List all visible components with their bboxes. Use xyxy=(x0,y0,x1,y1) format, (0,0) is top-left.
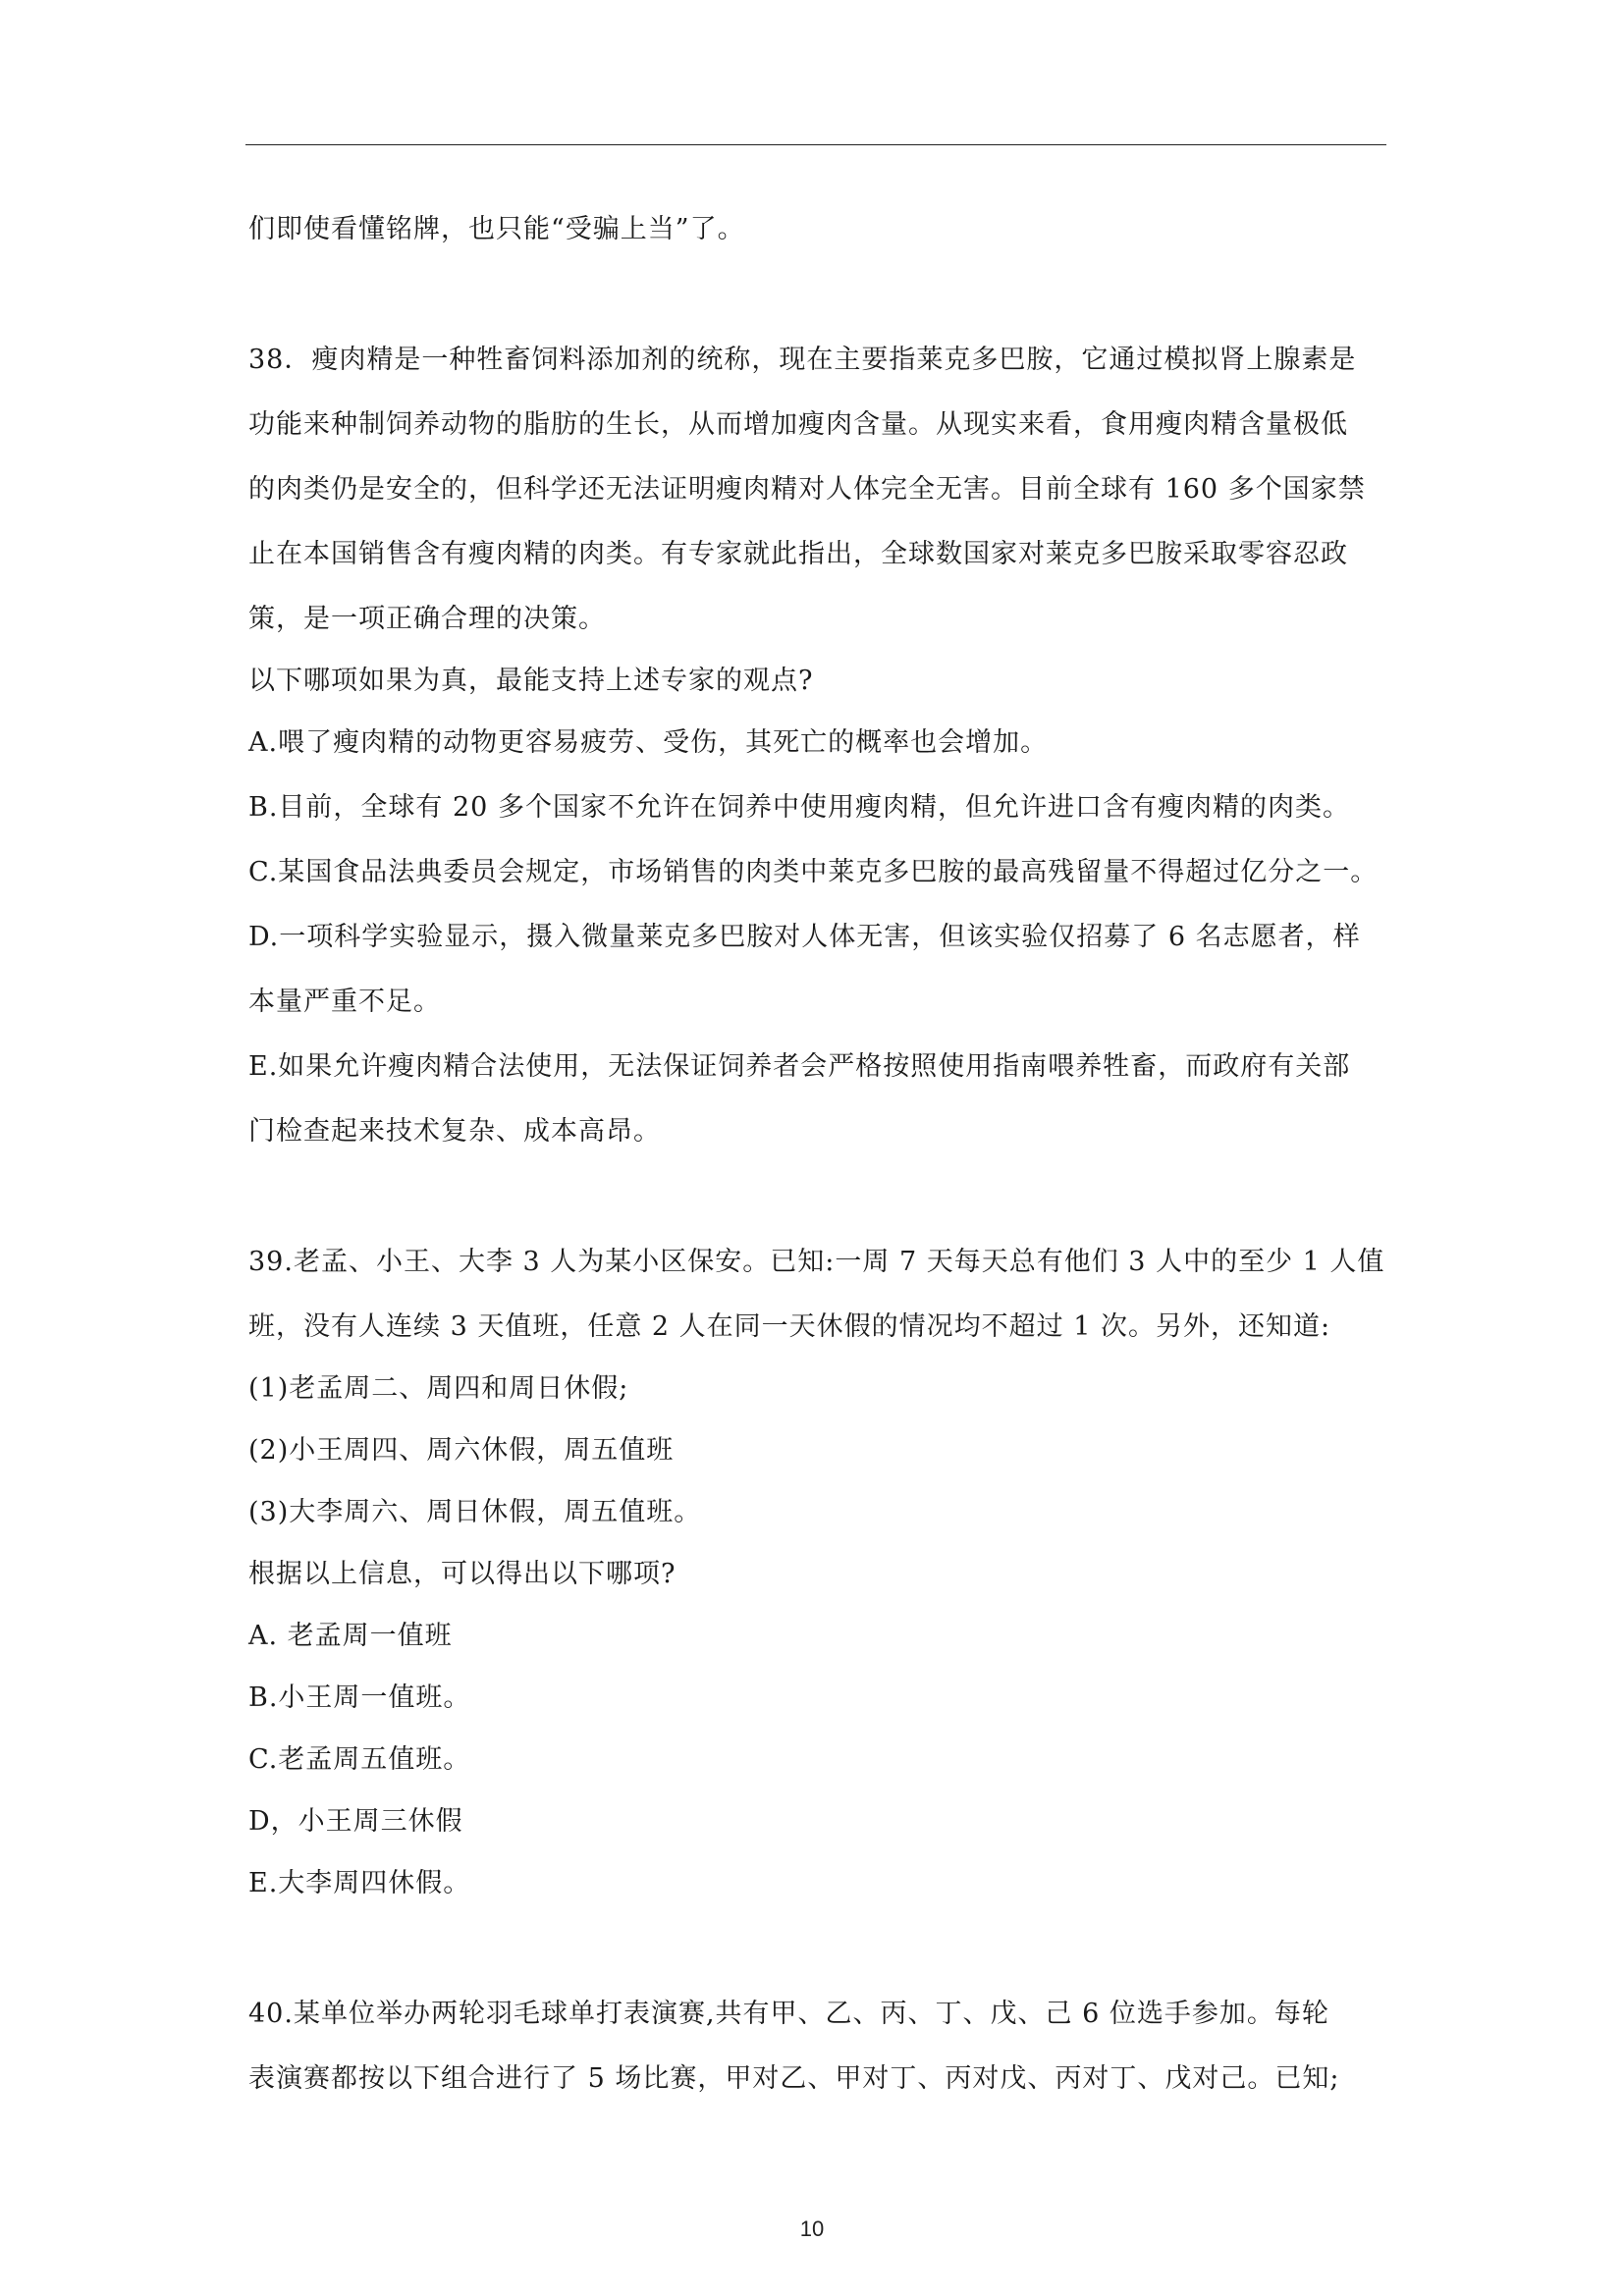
q39-stem-line: 班，没有人连续 3 天值班，任意 2 人在同一天休假的情况均不超过 1 次。另外，还知道: xyxy=(248,1311,1331,1342)
q38-question: 以下哪项如果为真，最能支持上述专家的观点? xyxy=(248,666,814,696)
q39-condition-3: (3)大李周六、周日休假，周五值班。 xyxy=(248,1497,702,1527)
q38-option-b: B.目前，全球有 20 多个国家不允许在饲养中使用瘦肉精，但允许进口含有瘦肉精的肉类。 xyxy=(248,792,1350,823)
q38-option-a: A.喂了瘦肉精的动物更容易疲劳、受伤，其死亡的概率也会增加。 xyxy=(248,727,1049,758)
continuation-text: 们即使看懂铭牌，也只能“受骗上当”了。 xyxy=(248,214,745,244)
q38-option-e-cont: 门检查起来技术复杂、成本高昂。 xyxy=(248,1116,661,1147)
q38-stem-line: 策，是一项正确合理的决策。 xyxy=(248,604,606,634)
page-number: 10 xyxy=(799,2216,825,2241)
q39-condition-1: (1)老孟周二、周四和周日休假; xyxy=(248,1373,629,1404)
q38-stem-line: 的肉类仍是安全的，但科学还无法证明瘦肉精对人体完全无害。目前全球有 160 多个国家禁 xyxy=(248,474,1366,505)
q38-option-e: E.如果允许瘦肉精合法使用，无法保证饲养者会严格按照使用指南喂养牲畜，而政府有关部 xyxy=(248,1051,1351,1082)
q39-option-d: D，小王周三休假 xyxy=(248,1806,463,1837)
q39-option-e: E.大李周四休假。 xyxy=(248,1868,471,1898)
q39-option-c: C.老孟周五值班。 xyxy=(248,1744,471,1775)
q39-question: 根据以上信息，可以得出以下哪项? xyxy=(248,1559,677,1589)
q38-option-d-cont: 本量严重不足。 xyxy=(248,987,441,1017)
q38-stem-line: 38．瘦肉精是一种牲畜饲料添加剂的统称，现在主要指莱克多巴胺，它通过模拟肾上腺素是 xyxy=(248,345,1357,375)
q38-option-c: C.某国食品法典委员会规定，市场销售的肉类中莱克多巴胺的最高残留量不得超过亿分之一。 xyxy=(248,857,1379,887)
q38-stem-line: 功能来种制饲养动物的脂肪的生长，从而增加瘦肉含量。从现实来看，食用瘦肉精含量极低 xyxy=(248,409,1348,440)
q38-option-d: D.一项科学实验显示，摄入微量莱克多巴胺对人体无害，但该实验仅招募了 6 名志愿者，样 xyxy=(248,922,1361,952)
q39-condition-2: (2)小王周四、周六休假，周五值班 xyxy=(248,1435,675,1466)
header-rule xyxy=(245,144,1386,145)
q40-stem-line: 40.某单位举办两轮羽毛球单打表演赛,共有甲、乙、丙、丁、戊、己 6 位选手参加。每轮 xyxy=(248,1999,1329,2029)
q39-stem-line: 39.老孟、小王、大李 3 人为某小区保安。已知:一周 7 天每天总有他们 3 人中的至少 1 人值 xyxy=(248,1247,1385,1277)
q38-stem-line: 止在本国销售含有瘦肉精的肉类。有专家就此指出，全球数国家对莱克多巴胺采取零容忍政 xyxy=(248,539,1348,569)
q40-stem-line: 表演赛都按以下组合进行了 5 场比赛，甲对乙、甲对丁、丙对戊、丙对丁、戊对己。已知; xyxy=(248,2063,1340,2094)
q39-option-b: B.小王周一值班。 xyxy=(248,1682,471,1713)
q39-option-a: A. 老孟周一值班 xyxy=(248,1621,453,1651)
